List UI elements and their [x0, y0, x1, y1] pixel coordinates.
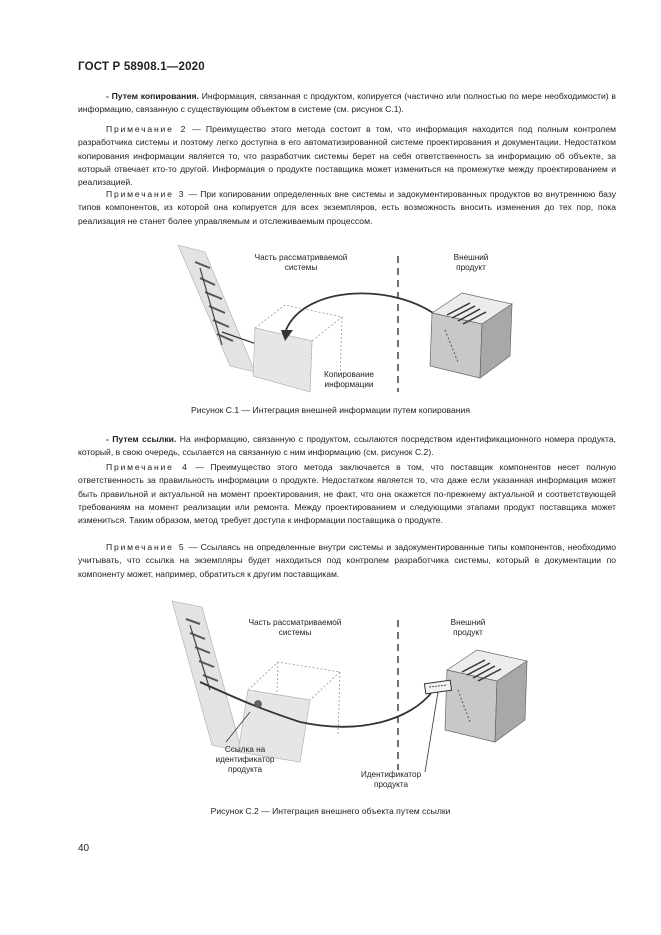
- figure-2-label-identifier: Идентификатор продукта: [360, 770, 422, 789]
- note-text: — Преимущество этого метода состоит в том, что информация находится под полным контролем разработчика системы и поэтому легко доступна в его автоматизированной системе проектирования и документации. Недостатком копирования информации является то, что разработчик системы берет на себя ответственность за информацию об объекте, за который отвечает кто-то другой. Информация о продукте поставщика может измениться на промежутке между проектированием и реализацией.: [78, 124, 617, 188]
- external-product-cube: [445, 650, 527, 742]
- document-header: ГОСТ Р 58908.1—2020: [78, 61, 205, 73]
- note-text: — Преимущество этого метода заключается в том, что поставщик компонентов несет полную ответственность за правильность информации о продукте. Недостатком является то, что даже если указанная информация может быть правильной и актуальной на момент проектирования, не факт, что она окажется по-прежнему актуальной и соответствующей требованиям на момент реализации или ремонта. Между проектированием и следующими этапами продукт поставщика может измениться. Таким образом, метод требует доступа к информации поставщика о продукте.: [78, 462, 616, 526]
- system-document-icon: [172, 601, 242, 752]
- figure-2-caption: Рисунок С.2 — Интеграция внешнего объекта путем ссылки: [210, 806, 451, 816]
- paragraph-text: На информацию, связанную с продуктом, ссылаются посредством идентификационного номера продукта, который, в свою очередь, ссылается на связанную с ним информацию (см. рисунок С.2).: [78, 434, 616, 458]
- paragraph-lead: - Путем копирования.: [106, 91, 199, 101]
- reference-link-line: [200, 682, 432, 727]
- paragraph-text: Информация, связанная с продуктом, копируется (частично или полностью по мере необходимости) в информацию, связанную с существующим объектом в системе (см. рисунок С.1).: [78, 91, 616, 115]
- figure-2-label-link: Ссылка на идентификатор продукта: [215, 745, 275, 774]
- reference-point: [255, 701, 262, 708]
- paragraph-lead: - Путем ссылки.: [106, 434, 177, 444]
- page-number: 40: [78, 843, 90, 854]
- note-label: Примечание 2: [106, 124, 188, 134]
- note-label: Примечание 3: [106, 189, 186, 199]
- identifier-pointer-line: [425, 692, 438, 772]
- note-label: Примечание 4: [106, 462, 189, 472]
- figure-1-label-copy: Копирование информации: [324, 370, 374, 389]
- figure-2-label-external: Внешний продукт: [450, 618, 486, 637]
- note-label: Примечание 5: [106, 542, 186, 552]
- figure-1-label-external: Внешний продукт: [453, 253, 489, 272]
- note-text: — При копировании определенных вне системы и задокументированных продуктов во внутреннюю базу типов компонентов, из которой она копируется для всех экземпляров, есть возможность вносить изменения до тех пор, пока реализация не станет более управляемым и отслеживаемым процессом.: [78, 189, 616, 226]
- figure-2-label-system: Часть рассматриваемой системы: [248, 618, 342, 637]
- figure-1-caption: Рисунок С.1 — Интеграция внешней информации путем копирования: [191, 405, 470, 415]
- note-text: — Ссылаясь на определенные внутри системы и задокументированные типы компонентов, необходимо учитывать, что ссылка на экземпляры будет находиться под контролем разработчика системы, который в документации по компоненту может, например, обратиться к другим поставщикам.: [78, 542, 616, 579]
- figure-1-label-system: Часть рассматриваемой системы: [254, 253, 348, 272]
